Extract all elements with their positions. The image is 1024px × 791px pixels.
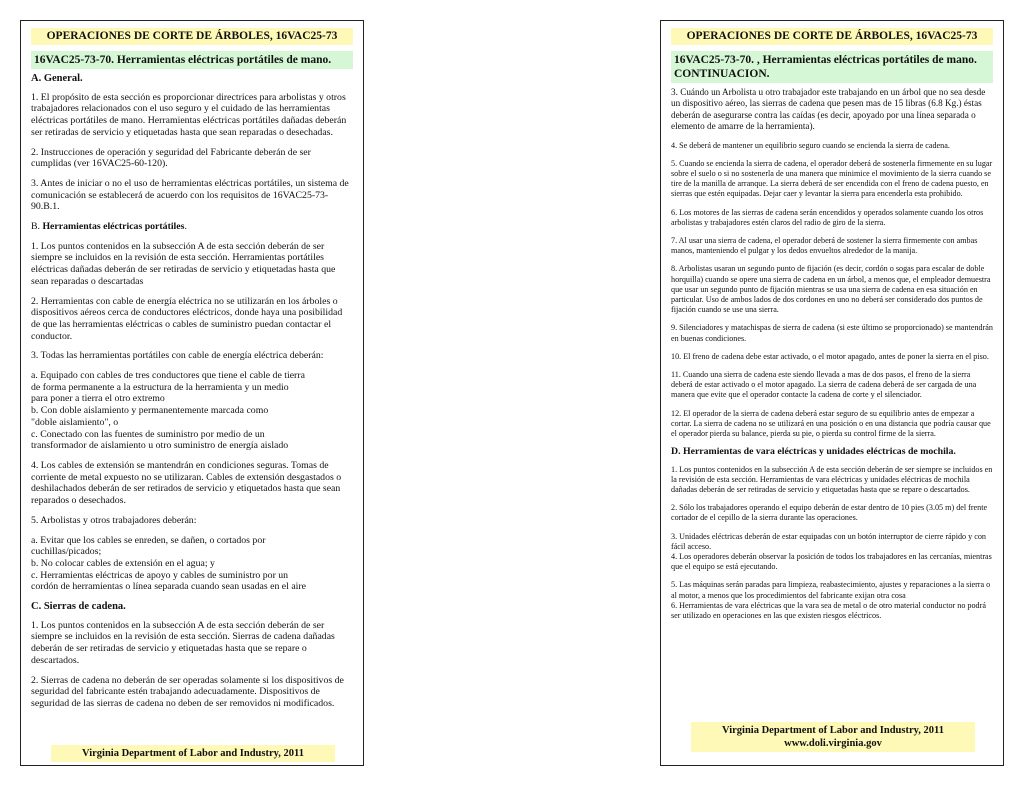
right-subheader-line-1: 16VAC25-73-70. , Herramientas eléctricas portátiles de mano. — [674, 54, 977, 66]
paragraph-r5: 5. Cuando se encienda la sierra de cadena, el operador deberá de sostenerla firmemente en su lugar sobre el suelo o si no sostenerla de una manera que minimice el movimiento de la sierra cuando se tire de la manilla de arranque. La sierra deberá de ser encendida con el freno de cadena puesto, en sierras que estén equipadas. Dejar caer y levantar la sierra para encenderla esta prohibido. — [671, 158, 993, 199]
paragraph-d5-d6: 5. Las máquinas serán paradas para limpieza, reabastecimiento, ajustes y reparaciones a la sierra o al motor, a menos que los procedimientos del fabricante exijan otra cosa 6. Herramientas de vara eléctricas que la vara sea de metal o de otro material conductor no podrá ser utilizado en operaciones en las que existen riesgos eléctricos. — [671, 580, 991, 620]
right-footer-line-2: www.doli.virginia.gov — [784, 738, 882, 749]
list-b5: a. Evitar que los cables se enreden, se dañen, o cortados por cuchillas/picados; b. No colocar cables de extensión en el agua; y c. Herramientas eléctricas de apoyo y cables de suministro por un cordón de herramientas o línea separada cuando sean usadas en el aire — [31, 534, 307, 593]
paragraph-b1: 1. Los puntos contenidos en la subsección A de esta sección deberán de ser siempre se incluidos en la revisión de esta sección. Herramientas portátiles eléctricas dañadas deberán de ser retiradas de servicio y etiquetadas hasta que sean reparadas o descartadas — [31, 240, 336, 287]
paragraph-b2: 2. Herramientas con cable de energía eléctrica no se utilizarán en los árboles o dispositivos aéreos cerca de conductores eléctricos, donde haya una posibilidad de que las herramientas eléctricas o cables de suministro puedan contactar el conductor. — [31, 295, 343, 342]
section-d-title: D. Herramientas de vara eléctricas y unidades eléctricas de mochila. — [671, 446, 956, 458]
paragraph-b5: 5. Arbolistas y otros trabajadores deberán: — [31, 514, 197, 526]
right-header: OPERACIONES DE CORTE DE ÁRBOLES, 16VAC25-73 — [671, 28, 993, 45]
paragraph-c2: 2. Sierras de cadena no deberán de ser operadas solamente si los dispositivos de seguridad del fabricante estén trabajando adecuadamente. Dispositivos de seguridad de las sierras de cadena no deben de ser removidos ni modificados. — [31, 674, 344, 709]
section-c-title: C. Sierras de cadena. — [31, 601, 126, 613]
right-subheader-line-2: CONTINUACION. — [674, 68, 770, 80]
right-content — [671, 87, 993, 629]
paragraph-r3: 3. Cuándo un Arbolista u otro trabajador este trabajando en un árbol que no sea desde un dispositivo aéreo, las sierras de cadena que pesen mas de 15 libras (6.8 Kg.) éstas deberán de asegurarse contra las caídas (es decir, apoyado por una línea separada o elemento de amarre de la herramienta). — [671, 87, 986, 132]
right-subheader — [671, 51, 993, 83]
left-content — [31, 73, 353, 718]
paragraph-b3: 3. Todas las herramientas portátiles con cable de energía eléctrica deberán: — [31, 350, 324, 362]
right-footer-line-1: Virginia Department of Labor and Industry, 2011 — [722, 725, 944, 736]
section-b-heading: B. Herramientas eléctricas portátiles. — [31, 221, 187, 233]
paragraph-a2: 2. Instrucciones de operación y seguridad del Fabricante deberán de ser cumplidas (ver 16VAC25-60-120). — [31, 146, 311, 170]
section-b-prefix: B. — [31, 221, 43, 233]
section-b-title: Herramientas eléctricas portátiles — [42, 221, 185, 233]
section-a-title: A. General. — [31, 73, 83, 84]
paragraph-r7: 7. Al usar una sierra de cadena, el operador deberá de sostener la sierra firmemente con ambas manos, manteniendo el pulgar y los dedos envueltos alrededor de la manija. — [671, 236, 978, 256]
list-b3: a. Equipado con cables de tres conductores que tiene el cable de tierra de forma permanente a la estructura de la herramienta y un medio para poner a tierra el otro extremo b. Con doble aislamiento y permanentemente marcada como "doble aislamiento", o c. Conectado con las fuentes de suministro por medio de un transformador de aislamiento u otro suministro de energía aislado — [31, 370, 305, 452]
paragraph-d2: 2. Sólo los trabajadores operando el equipo deberán de estar dentro de 10 pies (3.05 m) del frente cortador de el cepillo de la sierra durante las operaciones. — [671, 503, 988, 523]
right-panel — [660, 20, 1004, 766]
paragraph-a1: 1. El propósito de esta sección es proporcionar directrices para arbolistas y otros trabajadores relacionados con el uso seguro y el cuidado de las herramientas eléctricas portátiles de mano. Herramientas eléctricas portátiles dañadas deberán ser retiradas de servicio y etiquetadas hasta que sean reparadas o desechadas. — [31, 91, 347, 138]
paragraph-r10: 10. El freno de cadena debe estar activado, o el motor apagado, antes de poner la sierra en el piso. — [671, 351, 989, 361]
paragraph-r8: 8. Arbolistas usaran un segundo punto de fijación (es decir, cordón o sogas para escalar de doble horquilla) cuando se opere una sierra de cadena en un árbol, a menos que, el empleador demuestra que usar un segundo punto de fijación mientras se usa una sierra de cadena en esa situación en particular. Uso de ambos lados de dos cordones en uno no deberá ser considerado dos puntos de fijación cuando se use una sierra. — [671, 264, 991, 315]
paragraph-a3: 3. Antes de iniciar o no el uso de herramientas eléctricas portátiles, un sistema de comunicación se establecerá de acuerdo con los requisitos de 16VAC25-73-90.B.1. — [31, 177, 349, 213]
paragraph-r9: 9. Silenciadores y matachispas de sierra de cadena (si este último se proporcionado) se mantendrán en buenas condiciones. — [671, 323, 993, 343]
left-footer: Virginia Department of Labor and Industry, 2011 — [51, 745, 335, 762]
paragraph-r6: 6. Los motores de las sierras de cadena serán encendidos y operados solamente cuando los otros arbolistas y trabajadores estén claros del radio de giro de la sierra. — [671, 207, 984, 227]
paragraph-b4: 4. Los cables de extensión se mantendrán en condiciones seguras. Tomas de corriente de metal expuesto no se utilizaran. Cables de extensión desgastados o deshilachados deberán de ser retirados de servicio y etiquetados hasta que sean reparados o desechados. — [31, 459, 342, 507]
paragraph-d3-d4: 3. Unidades eléctricas deberán de estar equipadas con un botón interruptor de cierre rápido y con fácil acceso. 4. Los operadores deberán observar la posición de todos los trabajadores en las cercanías, mientras que el equipo se está ejecutando. — [671, 531, 992, 572]
right-footer — [691, 722, 975, 752]
left-panel — [20, 20, 364, 766]
paragraph-r11: 11. Cuando una sierra de cadena este siendo llevada a mas de dos pasos, el freno de la sierra deberá de estar activado o el motor apagado. La sierra de cadena deberá de ser cargada de una manera que evite que el operador contacte la cadena de corte y el silenciador. — [671, 370, 977, 400]
left-subheader: 16VAC25-73-70. Herramientas eléctricas portátiles de mano. — [31, 51, 353, 69]
paragraph-c1: 1. Los puntos contenidos en la subsección A de esta sección deberán de ser siempre se incluidos en la revisión de esta sección. Sierras de cadena dañadas deberán de ser retiradas de servicio y etiquetadas hasta que se repare o descartados. — [31, 619, 335, 666]
paragraph-r4: 4. Se deberá de mantener un equilibrio seguro cuando se encienda la sierra de cadena. — [671, 140, 950, 150]
left-header: OPERACIONES DE CORTE DE ÁRBOLES, 16VAC25-73 — [31, 28, 353, 45]
paragraph-r12: 12. El operador de la sierra de cadena deberá estar seguro de su equilibrio antes de empezar a cortar. La sierra de cadena no se utilizará en una posición o en una distancia que podría causar que el operador pierda su balance, pierda su pie, o pierda su control firme de la sierra. — [671, 408, 991, 439]
paragraph-d1: 1. Los puntos contenidos en la subsección A de esta sección deberán de ser siempre se incluidos en la revisión de esta sección. Herramientas de vara eléctricas y unidades eléctricas de mochila dañadas deberán de ser retiradas de servicio y etiquetadas hasta que se repare o descartados. — [671, 464, 993, 494]
